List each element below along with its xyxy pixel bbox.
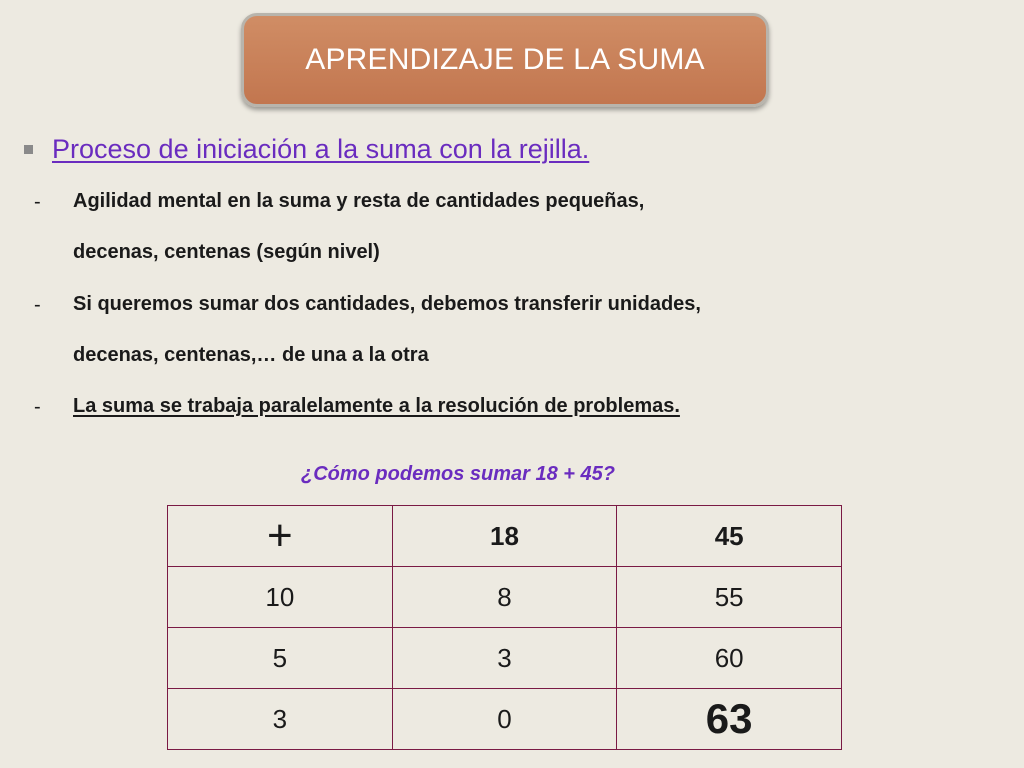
table-header-row [168,506,842,567]
result-cell: 63 [617,689,842,750]
dash-bullet-icon: - [34,396,41,418]
header-cell-second-addend: 45 [617,506,842,567]
table-cell: 0 [392,689,617,750]
dash-bullet-icon: - [34,294,41,316]
slide-title: APRENDIZAJE DE LA SUMA [305,43,705,76]
table-row [168,689,842,750]
square-bullet-icon [24,145,33,154]
bullet-2-line-1: Si queremos sumar dos cantidades, debemos transferir unidades, [73,293,701,315]
sum-grid-table [167,505,842,750]
table-cell: 8 [392,567,617,628]
plus-sign-cell: + [168,506,393,567]
table-row [168,567,842,628]
heading-link[interactable]: Proceso de iniciación a la suma con la rejilla. [52,134,590,164]
table-cell: 10 [168,567,393,628]
table-cell: 60 [617,628,842,689]
table-row [168,628,842,689]
table-cell: 55 [617,567,842,628]
question-text: ¿Cómo podemos sumar 18 + 45? [301,463,615,485]
bullet-1-line-2: decenas, centenas (según nivel) [73,241,380,263]
dash-bullet-icon: - [34,191,41,213]
table-cell: 3 [392,628,617,689]
bullet-3-line-1: La suma se trabaja paralelamente a la resolución de problemas. [73,395,680,417]
table-cell: 3 [168,689,393,750]
heading-row [24,134,589,165]
bullet-1-line-1: Agilidad mental en la suma y resta de cantidades pequeñas, [73,190,645,212]
bullet-2-line-2: decenas, centenas,… de una a la otra [73,344,429,366]
title-banner [241,13,769,107]
table-cell: 5 [168,628,393,689]
header-cell-first-addend: 18 [392,506,617,567]
